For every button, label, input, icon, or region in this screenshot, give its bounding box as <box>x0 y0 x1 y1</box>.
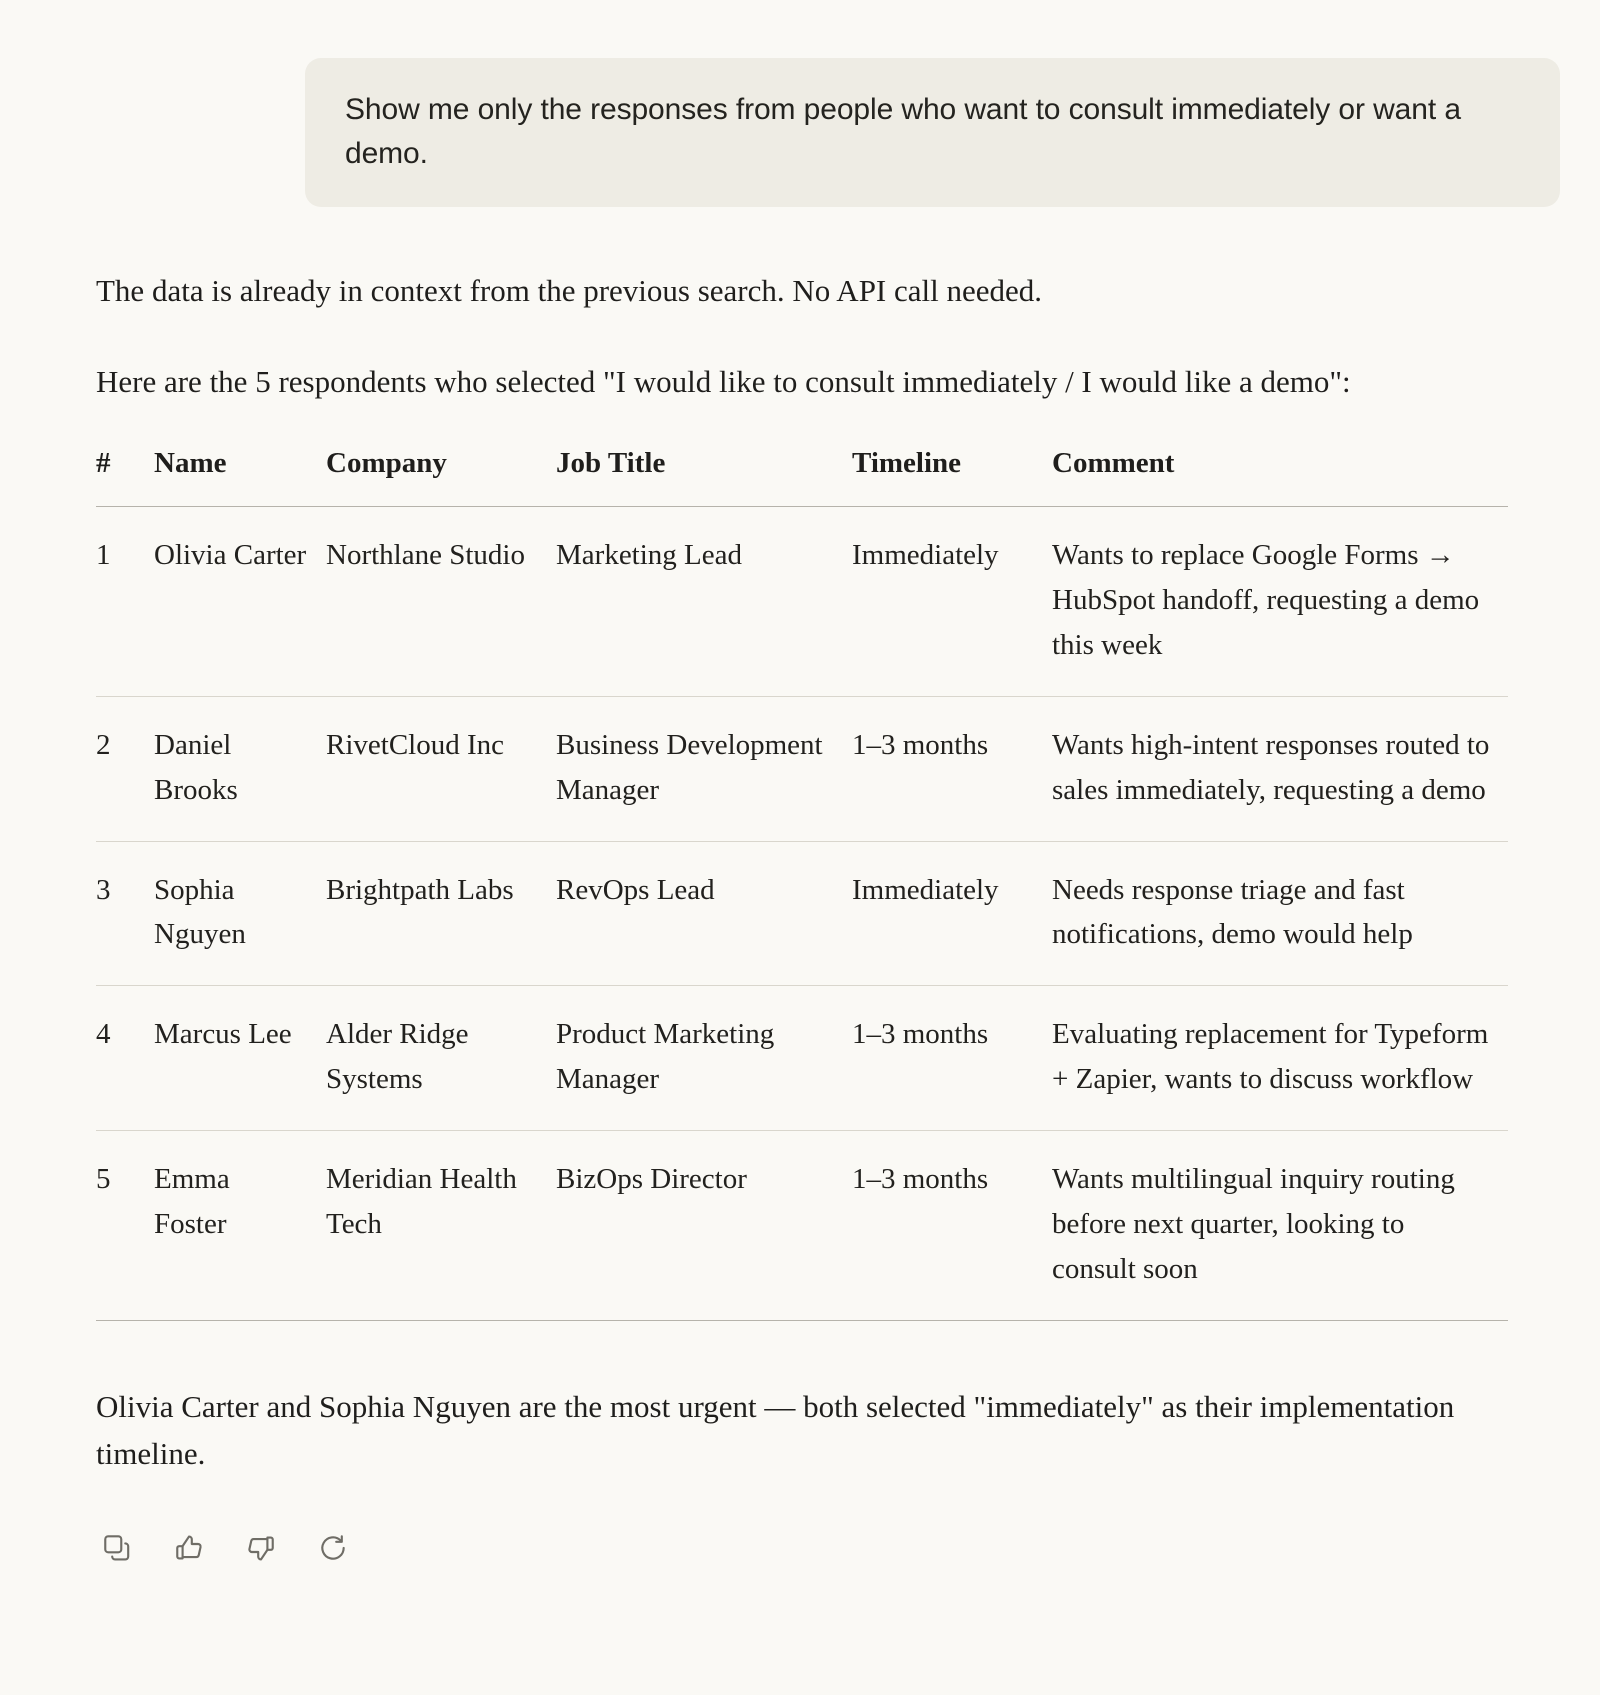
copy-icon <box>101 1532 133 1564</box>
column-header-timeline: Timeline <box>852 443 1052 506</box>
table-row <box>96 506 1508 696</box>
cell-timeline: Immediately <box>852 841 1052 986</box>
cell-comment: Wants high-intent responses routed to sales immediately, requesting a demo <box>1052 696 1508 841</box>
thumbs-down-button[interactable] <box>244 1531 278 1565</box>
message-actions <box>0 1477 1600 1605</box>
user-message-bubble <box>305 58 1560 207</box>
cell-job-title: Business Development Manager <box>556 696 852 841</box>
column-header-num: # <box>96 443 154 506</box>
table-row <box>96 1131 1508 1321</box>
cell-comment: Wants to replace Google Forms → HubSpot handoff, requesting a demo this week <box>1052 506 1508 696</box>
cell-num: 3 <box>96 841 154 986</box>
column-header-company: Company <box>326 443 556 506</box>
cell-num: 4 <box>96 986 154 1131</box>
cell-job-title: Product Marketing Manager <box>556 986 852 1131</box>
table-header-row <box>96 443 1508 506</box>
user-message-text: Show me only the responses from people who want to consult immediately or want a demo. <box>345 93 1461 170</box>
cell-num: 2 <box>96 696 154 841</box>
table-row <box>96 986 1508 1131</box>
table-row <box>96 696 1508 841</box>
cell-comment: Needs response triage and fast notifications, demo would help <box>1052 841 1508 986</box>
cell-comment: Evaluating replacement for Typeform + Zapier, wants to discuss workflow <box>1052 986 1508 1131</box>
cell-job-title: BizOps Director <box>556 1131 852 1321</box>
cell-timeline: 1–3 months <box>852 986 1052 1131</box>
assistant-summary-paragraph: Olivia Carter and Sophia Nguyen are the most urgent — both selected "immediately" as their implementation timeline. <box>96 1389 1455 1472</box>
copy-button[interactable] <box>100 1531 134 1565</box>
cell-name: Daniel Brooks <box>154 696 326 841</box>
cell-comment: Wants multilingual inquiry routing before next quarter, looking to consult soon <box>1052 1131 1508 1321</box>
cell-name: Olivia Carter <box>154 506 326 696</box>
cell-num: 1 <box>96 506 154 696</box>
cell-job-title: Marketing Lead <box>556 506 852 696</box>
cell-timeline: Immediately <box>852 506 1052 696</box>
cell-name: Sophia Nguyen <box>154 841 326 986</box>
assistant-paragraph-1: The data is already in context from the previous search. No API call needed. <box>96 273 1043 308</box>
cell-company: Alder Ridge Systems <box>326 986 556 1131</box>
thumbs-up-button[interactable] <box>172 1531 206 1565</box>
cell-name: Emma Foster <box>154 1131 326 1321</box>
cell-company: RivetCloud Inc <box>326 696 556 841</box>
retry-icon <box>317 1532 349 1564</box>
column-header-job-title: Job Title <box>556 443 852 506</box>
cell-company: Brightpath Labs <box>326 841 556 986</box>
column-header-comment: Comment <box>1052 443 1508 506</box>
thumbs-up-icon <box>173 1532 205 1564</box>
assistant-message <box>0 207 1600 1477</box>
assistant-paragraph-2: Here are the 5 respondents who selected "I would like to consult immediately / I would like a demo": <box>96 364 1351 400</box>
table-row <box>96 841 1508 986</box>
cell-timeline: 1–3 months <box>852 696 1052 841</box>
thumbs-down-icon <box>245 1532 277 1564</box>
retry-button[interactable] <box>316 1531 350 1565</box>
cell-company: Meridian Health Tech <box>326 1131 556 1321</box>
cell-timeline: 1–3 months <box>852 1131 1052 1321</box>
cell-company: Northlane Studio <box>326 506 556 696</box>
column-header-name: Name <box>154 443 326 506</box>
respondents-table <box>96 443 1508 1321</box>
user-message-row <box>0 0 1600 207</box>
cell-name: Marcus Lee <box>154 986 326 1131</box>
cell-num: 5 <box>96 1131 154 1321</box>
cell-job-title: RevOps Lead <box>556 841 852 986</box>
